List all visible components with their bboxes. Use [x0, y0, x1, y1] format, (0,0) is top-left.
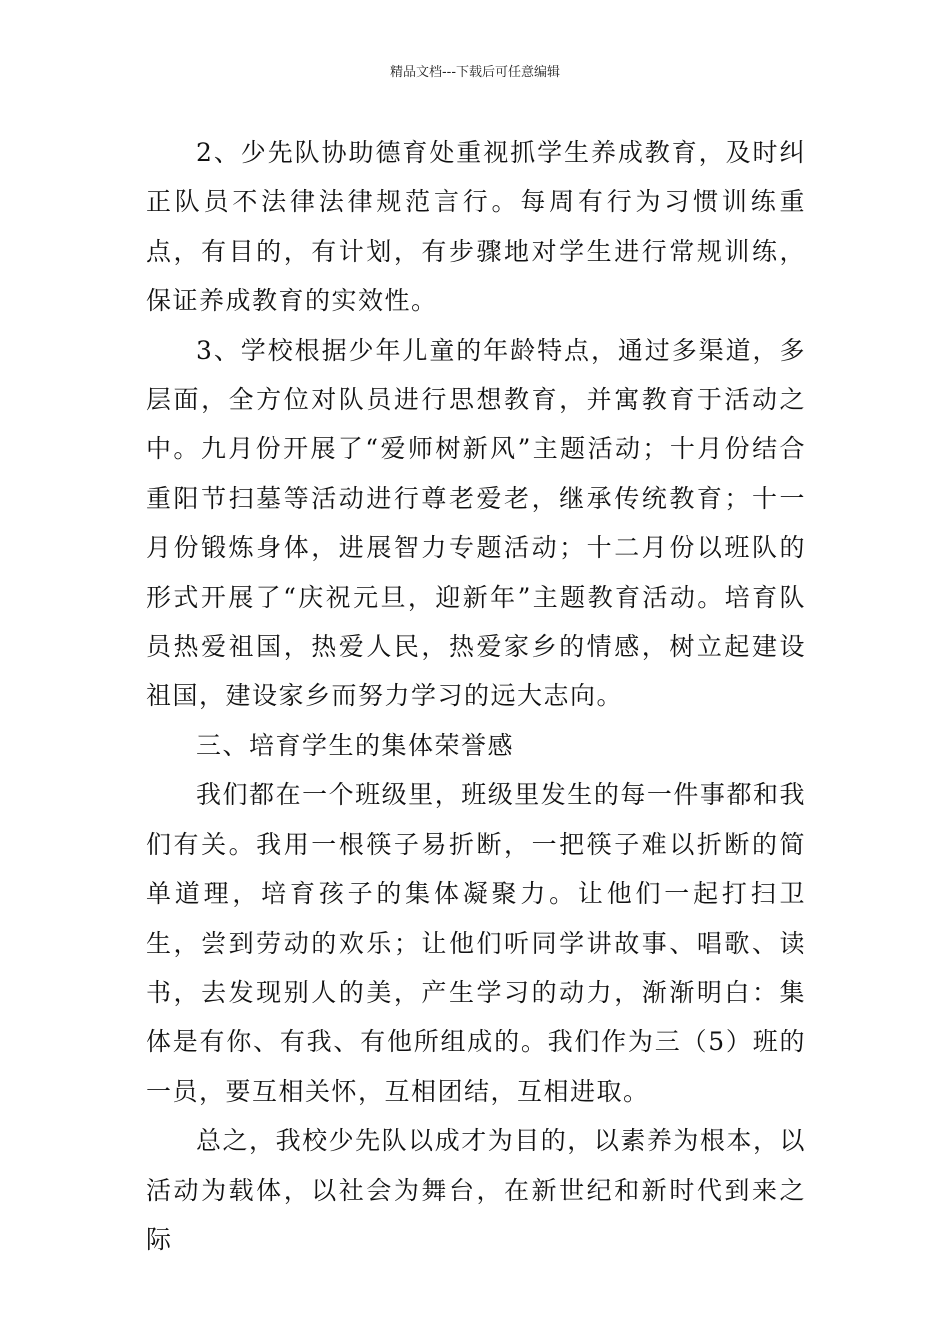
section-heading-collective-honor: 三、培育学生的集体荣誉感: [196, 730, 515, 760]
paragraph-habit-education: 2、少先队协助德育处重视抓学生养成教育，及时纠正队员不法律法律规范言行。每周有行为习惯训练重点，有目的，有计划，有步骤地对学生进行常规训练，保证养成教育的实效性。: [146, 138, 806, 316]
paragraph-ideological-education: 3、学校根据少年儿童的年龄特点，通过多渠道，多层面，全方位对队员进行思想教育，并寓教育于活动之中。九月份开展了“爱师树新风”主题活动；十月份结合重阳节扫墓等活动进行尊老爱老，继承传统教育；十一月份锻炼身体，进展智力专题活动；十二月份以班队的形式开展了“庆祝元旦，迎新年”主题教育活动。培育队员热爱祖国，热爱人民，热爱家乡的情感，树立起建设祖国，建设家乡而努力学习的远大志向。: [146, 335, 806, 711]
page-header: 精品文档---下载后可任意编辑: [389, 65, 561, 80]
document-body: [146, 128, 806, 1264]
paragraph-conclusion: 总之，我校少先队以成才为目的，以素养为根本，以活动为载体，以社会为舞台，在新世纪和新时代到来之际: [146, 1126, 806, 1254]
paragraph-class-collective: 我们都在一个班级里，班级里发生的每一件事都和我们有关。我用一根筷子易折断，一把筷子难以折断的简单道理，培育孩子的集体凝聚力。让他们一起打扫卫生，尝到劳动的欢乐；让他们听同学讲故事、唱歌、读书，去发现别人的美，产生学习的动力，渐渐明白：集体是有你、有我、有他所组成的。我们作为三（5）班的一员，要互相关怀，互相团结，互相进取。: [146, 780, 806, 1106]
